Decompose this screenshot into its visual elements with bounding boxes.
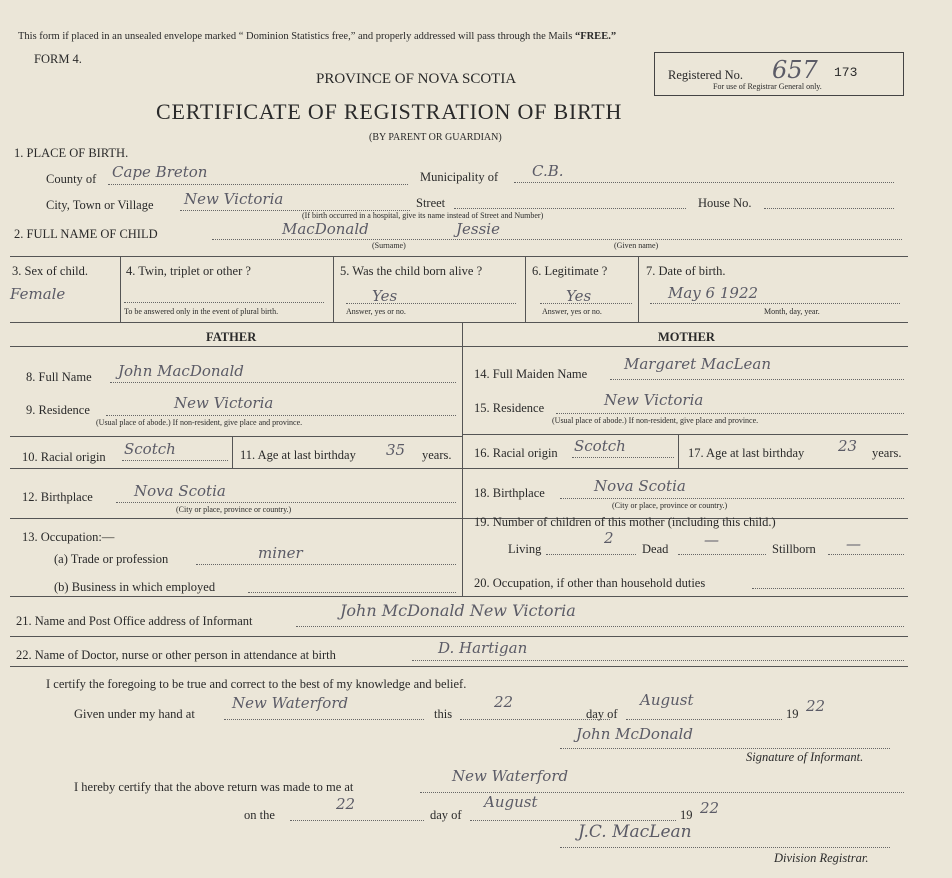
row3-divider-2: [333, 256, 334, 322]
living-label: Living: [508, 542, 542, 556]
doctor-label: 22. Name of Doctor, nurse or other person in attendance at birth: [16, 648, 336, 662]
sex-value: Female: [10, 285, 66, 303]
row3-bottom-rule: [10, 322, 908, 323]
dead-label: Dead: [642, 542, 669, 556]
mother-rule-1: [462, 434, 908, 435]
registrar-signature-line: [560, 847, 890, 848]
given-note: (Given name): [614, 241, 659, 250]
registrar-day: 22: [336, 795, 356, 813]
birth-date-note: Month, day, year.: [764, 307, 820, 316]
father-name-value: John MacDonald: [118, 362, 244, 380]
municipality-label: Municipality of: [420, 170, 499, 184]
father-racial-value: Scotch: [124, 440, 176, 458]
mother-age-value: 23: [838, 437, 858, 455]
mother-age-label: 17. Age at last birthday: [688, 446, 805, 460]
business-line: [248, 592, 456, 593]
given-place-line: [224, 719, 424, 720]
certify-top-rule: [10, 666, 908, 667]
father-birthplace-note: (City or place, province or country.): [176, 505, 292, 514]
city-label: City, Town or Village: [46, 198, 154, 212]
child-given-name: Jessie: [456, 220, 500, 238]
alive-line: [346, 303, 516, 304]
mother-occupation-label: 20. Occupation, if other than household duties: [474, 576, 706, 590]
registrar-text: I hereby certify that the above return was made to me at: [74, 780, 354, 794]
legitimate-line: [540, 303, 632, 304]
father-birthplace-line: [116, 502, 456, 503]
alive-value: Yes: [372, 287, 398, 305]
father-age-label: 11. Age at last birthday: [240, 448, 356, 462]
house-label: House No.: [698, 196, 752, 210]
father-name-label: 8. Full Name: [26, 370, 92, 384]
mother-name-label: 14. Full Maiden Name: [474, 367, 588, 381]
page-subtitle: (BY PARENT OR GUARDIAN): [369, 132, 502, 143]
birth-date-label: 7. Date of birth.: [646, 264, 726, 278]
father-residence-label: 9. Residence: [26, 403, 90, 417]
form-number: FORM 4.: [34, 52, 82, 66]
father-age-value: 35: [386, 441, 406, 459]
father-birthplace-value: Nova Scotia: [134, 482, 226, 500]
mother-birthplace-note: (City or place, province or country.): [612, 501, 728, 510]
mother-birthplace-label: 18. Birthplace: [474, 486, 545, 500]
county-line: [108, 184, 408, 185]
dead-value: —: [704, 531, 719, 549]
business-label: (b) Business in which employed: [54, 580, 216, 594]
father-rule-2: [10, 468, 462, 469]
twin-note: To be answered only in the event of plural birth.: [124, 307, 279, 316]
informant-signature: John McDonald: [576, 725, 693, 743]
trade-label: (a) Trade or profession: [54, 552, 169, 566]
stillborn-value: —: [846, 535, 861, 553]
county-label: County of: [46, 172, 97, 186]
legitimate-note: Answer, yes or no.: [542, 307, 602, 316]
mother-heading: MOTHER: [658, 330, 715, 344]
hospital-note: (If birth occurred in a hospital, give its name instead of Street and Number): [302, 211, 544, 220]
mother-rule-2: [462, 468, 908, 469]
registered-label: Registered No.: [668, 68, 743, 82]
registrar-signature-label: Division Registrar.: [774, 851, 869, 865]
registered-number: 657: [772, 56, 818, 84]
registrar-signature: J.C. MacLean: [578, 822, 692, 842]
father-racial-line: [122, 460, 228, 461]
given-label: Given under my hand at: [74, 707, 195, 721]
mother-age-divider: [678, 434, 679, 468]
informant-top-rule: [10, 596, 908, 597]
surname-note: (Surname): [372, 241, 406, 250]
mother-name-line: [610, 379, 904, 380]
parents-divider: [462, 322, 463, 596]
registrar-use-note: For use of Registrar General only.: [713, 82, 822, 91]
province-heading: PROVINCE OF NOVA SCOTIA: [316, 71, 517, 87]
father-heading: FATHER: [206, 330, 257, 344]
page-title: CERTIFICATE OF REGISTRATION OF BIRTH: [156, 99, 623, 124]
place-of-birth-label: 1. PLACE OF BIRTH.: [14, 146, 129, 160]
informant-signature-label: Signature of Informant.: [746, 750, 864, 764]
father-residence-note: (Usual place of abode.) If non-resident, give place and province.: [96, 418, 303, 427]
father-name-line: [110, 382, 456, 383]
given-month-line: [626, 719, 782, 720]
father-age-divider: [232, 436, 233, 468]
legitimate-value: Yes: [566, 287, 592, 305]
municipality-value: C.B.: [532, 162, 564, 180]
occupation-label: 13. Occupation:—: [22, 530, 115, 544]
father-residence-line: [106, 415, 456, 416]
sex-label: 3. Sex of child.: [12, 264, 89, 278]
registrar-day-line: [290, 820, 424, 821]
alive-note: Answer, yes or no.: [346, 307, 406, 316]
doctor-top-rule: [10, 636, 908, 637]
mother-birthplace-value: Nova Scotia: [594, 477, 686, 495]
mother-name-value: Margaret MacLean: [624, 355, 772, 373]
father-birthplace-label: 12. Birthplace: [22, 490, 93, 504]
registrar-month-line: [470, 820, 676, 821]
mother-racial-line: [572, 457, 674, 458]
registrar-year: 22: [700, 799, 720, 817]
certify-text: I certify the foregoing to be true and correct to the best of my knowledge and belief.: [46, 677, 467, 691]
child-surname: MacDonald: [282, 220, 369, 238]
father-age-unit: years.: [422, 448, 452, 462]
informant-signature-line: [560, 748, 890, 749]
father-rule-1: [10, 436, 462, 437]
this-label: this: [434, 707, 453, 721]
father-racial-label: 10. Racial origin: [22, 450, 106, 464]
given-dayof-label: day of: [586, 707, 618, 721]
mother-residence-note: (Usual place of abode.) If non-resident, give place and province.: [552, 416, 759, 425]
dead-line: [678, 554, 766, 555]
given-year-prefix: 19: [786, 707, 799, 721]
mother-residence-label: 15. Residence: [474, 401, 545, 415]
informant-value: John McDonald New Victoria: [340, 601, 576, 620]
doctor-value: D. Hartigan: [438, 639, 528, 657]
father-residence-value: New Victoria: [174, 394, 274, 412]
registrar-on-label: on the: [244, 808, 275, 822]
house-line: [764, 208, 894, 209]
living-line: [546, 554, 636, 555]
municipality-line: [514, 182, 894, 183]
twin-label: 4. Twin, triplet or other ?: [126, 264, 251, 278]
row3-top-rule: [10, 256, 908, 257]
registrar-place: New Waterford: [452, 767, 569, 785]
children-label: 19. Number of children of this mother (including this child.): [474, 515, 776, 529]
twin-line: [124, 302, 324, 303]
row3-divider-1: [120, 256, 121, 322]
informant-label: 21. Name and Post Office address of Informant: [16, 614, 253, 628]
mother-racial-label: 16. Racial origin: [474, 446, 558, 460]
row3-divider-4: [638, 256, 639, 322]
trade-line: [196, 564, 456, 565]
child-name-line: [212, 239, 902, 240]
mother-occupation-line: [752, 588, 904, 589]
informant-line: [296, 626, 904, 627]
alive-label: 5. Was the child born alive ?: [340, 264, 483, 278]
registered-stamp: 173: [834, 65, 858, 80]
mail-notice: This form if placed in an unsealed envelope marked “ Dominion Statistics free,” and properly addressed will pass through the Mails “FREE.”: [18, 31, 617, 42]
mother-racial-value: Scotch: [574, 437, 626, 455]
stillborn-label: Stillborn: [772, 542, 816, 556]
mother-residence-line: [556, 413, 904, 414]
registrar-dayof-label: day of: [430, 808, 462, 822]
stillborn-line: [828, 554, 904, 555]
birth-date-value: May 6 1922: [668, 284, 759, 302]
given-day: 22: [494, 693, 514, 711]
living-value: 2: [604, 529, 614, 547]
mother-birthplace-line: [560, 498, 904, 499]
mother-age-unit: years.: [872, 446, 902, 460]
city-value: New Victoria: [184, 190, 284, 208]
birth-date-line: [650, 303, 900, 304]
street-label: Street: [416, 196, 446, 210]
given-place: New Waterford: [232, 694, 349, 712]
row3-divider-3: [525, 256, 526, 322]
registrar-year-prefix: 19: [680, 808, 693, 822]
trade-value: miner: [258, 544, 303, 562]
street-line: [454, 208, 686, 209]
doctor-line: [412, 660, 904, 661]
given-month: August: [640, 691, 694, 709]
county-value: Cape Breton: [112, 163, 208, 181]
registrar-month: August: [484, 793, 538, 811]
given-year: 22: [806, 697, 826, 715]
child-name-label: 2. FULL NAME OF CHILD: [14, 227, 158, 241]
parents-header-rule: [10, 346, 908, 347]
mother-residence-value: New Victoria: [604, 391, 704, 409]
legitimate-label: 6. Legitimate ?: [532, 264, 608, 278]
